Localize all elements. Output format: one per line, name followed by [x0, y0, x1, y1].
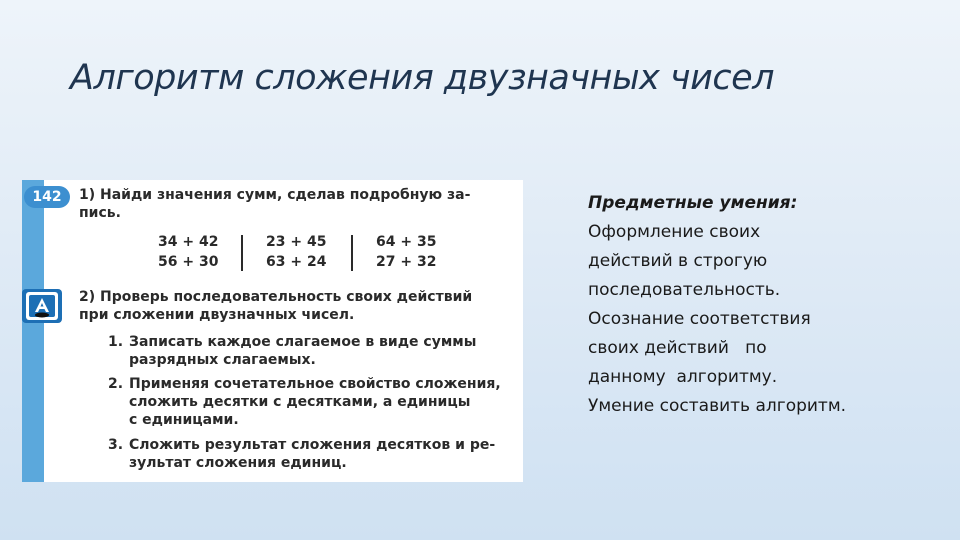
task2-text-line1: 2) Проверь последовательность своих действий [79, 289, 473, 305]
sums-divider [351, 235, 353, 271]
sum-expression: 34 + 42 [158, 234, 219, 250]
sums-column-1 [158, 232, 218, 272]
skills-line: действий в строгую [588, 251, 768, 271]
step-number: 1. [108, 334, 124, 350]
slide-title: Алгоритм сложения двузначных чисел [70, 58, 774, 98]
margin-strip [22, 180, 44, 482]
step-1-line-2: разрядных слагаемых. [129, 352, 316, 368]
skills-line: последовательность. [588, 280, 781, 300]
step-2-line-1: Применяя сочетательное свойство сложения, [129, 376, 501, 392]
task1-text-line2: пись. [79, 205, 121, 221]
sums-column-2 [266, 232, 326, 272]
task1-text-line1: 1) Найди значения сумм, сделав подробную за- [79, 187, 471, 203]
step-3-line-1: Сложить результат сложения десятков и ре- [129, 437, 496, 453]
task2-text-line2: при сложении двузначных чисел. [79, 307, 355, 323]
skills-line: Оформление своих [588, 222, 761, 242]
skills-line: Умение составить алгоритм. [588, 396, 847, 416]
step-3-line-2: зультат сложения единиц. [129, 455, 347, 471]
subject-skills-panel [588, 189, 908, 421]
sum-expression: 23 + 45 [266, 234, 327, 250]
sums-divider [241, 235, 243, 271]
step-2-line-3: с единицами. [129, 412, 239, 428]
skills-line: данному алгоритму. [588, 367, 778, 387]
sum-expression: 64 + 35 [376, 234, 437, 250]
step-2-line-2: сложить десятки с десятками, а единицы [129, 394, 471, 410]
skills-heading: Предметные умения: [588, 193, 798, 213]
step-1-line-1: Записать каждое слагаемое в виде суммы [129, 334, 477, 350]
skills-line: Осознание соответствия [588, 309, 811, 329]
sum-expression: 56 + 30 [158, 254, 219, 270]
sum-expression: 27 + 32 [376, 254, 437, 270]
sums-column-3 [376, 232, 436, 272]
step-number: 2. [108, 376, 124, 392]
exercise-number-badge: 142 [24, 186, 70, 208]
textbook-excerpt [22, 180, 523, 482]
sum-expression: 63 + 24 [266, 254, 327, 270]
skills-line: своих действий по [588, 338, 767, 358]
algorithm-icon [22, 289, 62, 323]
step-number: 3. [108, 437, 124, 453]
